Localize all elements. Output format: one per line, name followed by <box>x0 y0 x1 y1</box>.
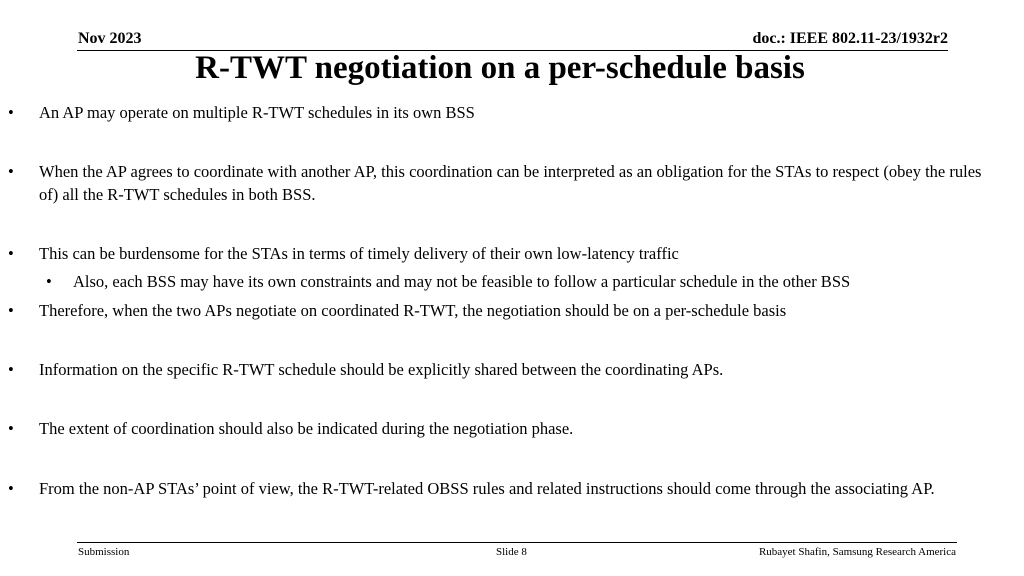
slide-title: R-TWT negotiation on a per-schedule basis <box>195 50 805 86</box>
bullet-item <box>8 299 998 322</box>
bullet-text: Therefore, when the two APs negotiate on coordinated R-TWT, the negotiation should be on a per-schedule basis <box>39 301 787 320</box>
bullet-item <box>8 417 998 440</box>
footer-author: Rubayet Shafin, Samsung Research America <box>758 546 956 558</box>
bullet-icon: • <box>8 360 14 379</box>
bullet-icon: • <box>8 301 14 320</box>
footer-submission: Submission <box>78 546 130 558</box>
bullet-text: An AP may operate on multiple R-TWT schedules in its own BSS <box>39 103 475 122</box>
header-doc-id: doc.: IEEE 802.11-23/1932r2 <box>752 30 948 47</box>
bullet-icon: • <box>8 419 14 438</box>
bullet-item <box>8 101 998 124</box>
bullet-text: This can be burdensome for the STAs in terms of timely delivery of their own low-latency traffic <box>39 244 679 263</box>
bullet-icon: • <box>8 162 14 181</box>
bullet-icon: • <box>46 272 52 291</box>
bullet-icon: • <box>8 103 14 122</box>
bullet-icon: • <box>8 479 14 498</box>
bullet-item <box>8 477 998 500</box>
bullet-item <box>8 242 998 265</box>
bullet-text: The extent of coordination should also be indicated during the negotiation phase. <box>39 419 574 438</box>
bullet-item <box>8 160 998 206</box>
footer-divider <box>77 542 957 543</box>
bullet-text: From the non-AP STAs’ point of view, the R-TWT-related OBSS rules and related instructions should come through the associating AP. <box>39 479 935 498</box>
bullet-icon: • <box>8 244 14 263</box>
bullet-text: Also, each BSS may have its own constraints and may not be feasible to follow a particular schedule in the other BSS <box>73 272 851 291</box>
header-date: Nov 2023 <box>78 30 142 47</box>
bullet-text: Information on the specific R-TWT schedule should be explicitly shared between the coordinating APs. <box>39 360 724 379</box>
bullet-item <box>8 358 998 381</box>
sub-bullet-item <box>46 270 1006 293</box>
bullet-text: When the AP agrees to coordinate with another AP, this coordination can be interpreted as an obligation for the STAs to respect (obey the rules of) all the R-TWT schedules in both BSS. <box>39 162 982 204</box>
footer-slide-number: Slide 8 <box>496 546 527 558</box>
